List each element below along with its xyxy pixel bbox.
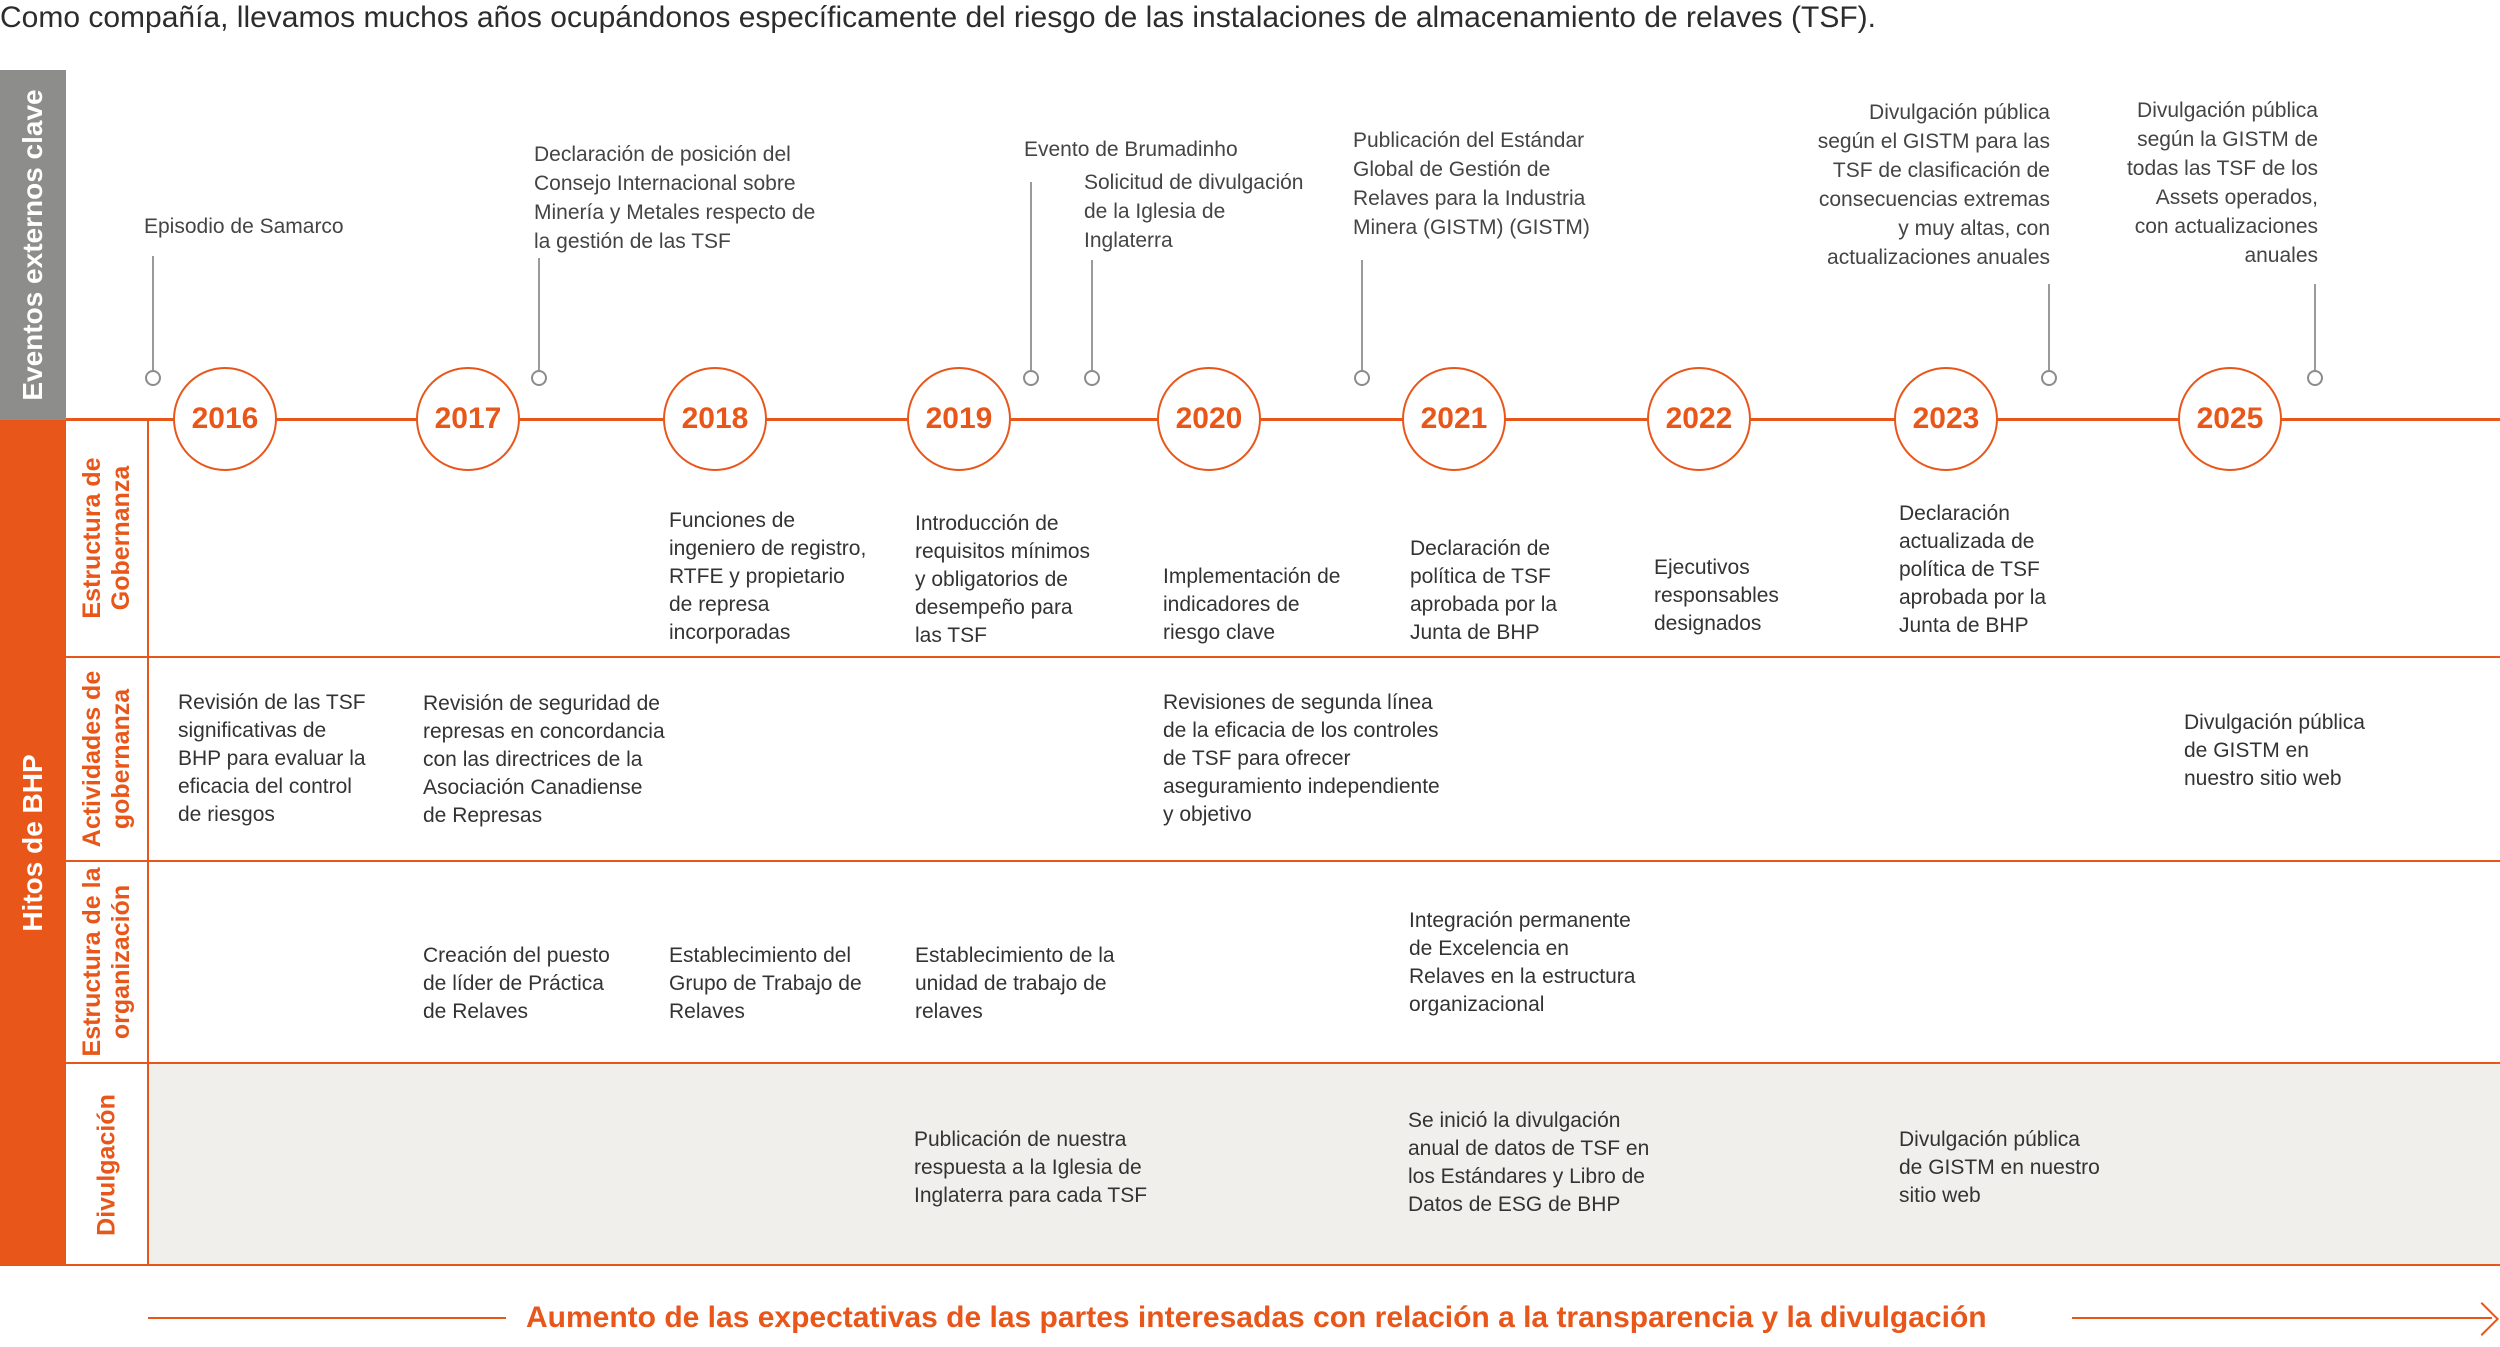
text-line: de TSF para ofrecer — [1163, 747, 1351, 770]
event-marker — [2307, 370, 2323, 386]
gov-structure-2021 — [1410, 535, 1557, 647]
event-marker — [1354, 370, 1370, 386]
disclosure-2021 — [1408, 1107, 1649, 1219]
text-line: Revisión de las TSF — [178, 691, 366, 714]
text-line: política de TSF — [1410, 565, 1551, 588]
text-line: Solicitud de divulgación — [1084, 171, 1304, 194]
event-connector — [2048, 284, 2050, 372]
text-line: Junta de BHP — [1899, 614, 2029, 637]
year-marker-2023: 2023 — [1894, 367, 1998, 471]
text-line: consecuencias extremas — [1818, 188, 2050, 211]
gov-structure-2022 — [1654, 554, 1779, 638]
gov-activity-2017 — [423, 690, 665, 830]
bhp-milestones-band — [0, 420, 66, 1266]
text-line: ingeniero de registro, — [669, 537, 867, 560]
text-line: BHP para evaluar la — [178, 747, 366, 770]
row-label-line: Gobernanza — [107, 465, 135, 611]
text-line: Asociación Canadiense — [423, 776, 643, 799]
text-line: Divulgación pública — [2137, 99, 2318, 122]
text-line: la gestión de las TSF — [534, 230, 731, 253]
event-connector — [2314, 284, 2316, 372]
text-line: política de TSF — [1899, 558, 2040, 581]
arrow-line-right — [2072, 1317, 2492, 1319]
event-connector — [1361, 260, 1363, 372]
text-line: TSF de clasificación de — [1832, 159, 2050, 182]
row-label-line: gobernanza — [107, 688, 135, 830]
text-line: Inglaterra para cada TSF — [914, 1184, 1148, 1207]
event-connector — [1030, 182, 1032, 372]
text-line: Ejecutivos — [1654, 556, 1750, 579]
text-line: Establecimiento del — [669, 944, 852, 967]
event-gistm-disclosure-2023 — [1750, 98, 2050, 272]
text-line: de riesgos — [178, 803, 275, 826]
row-label-disclosure — [66, 1064, 148, 1266]
text-line: significativas de — [178, 719, 327, 742]
text-line: Creación del puesto — [423, 944, 610, 967]
text-line: unidad de trabajo de — [915, 972, 1107, 995]
gov-structure-2020 — [1163, 563, 1340, 647]
text-line: aprobada por la — [1410, 593, 1558, 616]
event-marker — [1084, 370, 1100, 386]
event-brumadinho — [1024, 135, 1238, 164]
event-icmm-position — [534, 140, 815, 256]
external-events-label: Eventos externos clave — [17, 89, 48, 401]
gov-activity-2016 — [178, 689, 366, 829]
year-marker-2021: 2021 — [1402, 367, 1506, 471]
text-line: Divulgación pública — [2184, 711, 2365, 734]
text-line: designados — [1654, 612, 1762, 635]
event-connector — [152, 256, 154, 372]
text-line: de Relaves — [423, 1000, 529, 1023]
text-line: los Estándares y Libro de — [1408, 1165, 1645, 1188]
text-line: Revisión de seguridad de — [423, 692, 660, 715]
event-church-of-england — [1084, 168, 1303, 255]
text-line: nuestro sitio web — [2184, 767, 2342, 790]
row-label-line: Actividades de — [78, 670, 106, 848]
text-line: con actualizaciones — [2134, 215, 2318, 238]
text-line: Relaves en la estructura — [1409, 965, 1636, 988]
text-line: eficacia del control — [178, 775, 352, 798]
year-marker-2019: 2019 — [907, 367, 1011, 471]
text-line: Assets operados, — [2155, 186, 2318, 209]
text-line: de GISTM en — [2184, 739, 2309, 762]
year-marker-2022: 2022 — [1647, 367, 1751, 471]
year-marker-2016: 2016 — [173, 367, 277, 471]
year-marker-2025: 2025 — [2178, 367, 2282, 471]
bottom-arrow-label: Aumento de las expectativas de las partes interesadas con relación a la transparencia y la divulgación — [526, 1301, 1987, 1334]
text-line: de líder de Práctica — [423, 972, 604, 995]
text-line: con las directrices de la — [423, 748, 643, 771]
row-divider — [66, 656, 2500, 658]
text-line: Divulgación pública — [1899, 1128, 2080, 1151]
gov-structure-2023 — [1899, 500, 2046, 640]
event-connector — [1091, 260, 1093, 372]
event-marker — [2041, 370, 2057, 386]
text-line: Declaración de posición del — [534, 143, 791, 166]
org-structure-2017 — [423, 942, 610, 1026]
row-label-governance-activities — [66, 658, 148, 860]
text-line: anuales — [2244, 244, 2318, 267]
row-divider — [66, 1264, 2500, 1266]
arrow-head-icon — [2465, 1302, 2499, 1336]
text-line: relaves — [915, 1000, 983, 1023]
text-line: Divulgación pública — [1869, 101, 2050, 124]
row-label-divider — [147, 420, 149, 1266]
text-line: sitio web — [1899, 1184, 1981, 1207]
event-connector — [538, 258, 540, 372]
text-line: según la GISTM de — [2137, 128, 2318, 151]
gov-activity-2020 — [1163, 689, 1440, 829]
text-line: RTFE y propietario — [669, 565, 845, 588]
text-line: actualizada de — [1899, 530, 2035, 553]
gov-activity-2025 — [2184, 709, 2365, 793]
text-line: organizacional — [1409, 993, 1545, 1016]
text-line: Declaración de — [1410, 537, 1551, 560]
event-marker — [145, 370, 161, 386]
row-divider — [66, 1062, 2500, 1064]
event-gistm-publication — [1353, 126, 1590, 242]
text-line: Grupo de Trabajo de — [669, 972, 862, 995]
event-samarco — [144, 212, 344, 241]
text-line: Junta de BHP — [1410, 621, 1540, 644]
row-label-line: Estructura de la — [78, 867, 106, 1057]
year-marker-2018: 2018 — [663, 367, 767, 471]
text-line: de la Iglesia de — [1084, 200, 1226, 223]
row-divider — [66, 860, 2500, 862]
row-label-line: Estructura de — [78, 457, 106, 619]
disclosure-row-background — [148, 1062, 2500, 1266]
text-line: Consejo Internacional sobre — [534, 172, 796, 195]
intro-text: Como compañía, llevamos muchos años ocupándonos específicamente del riesgo de las instalaciones de almacenamiento de relaves (TSF). — [0, 1, 1876, 34]
event-marker — [531, 370, 547, 386]
text-line: Datos de ESG de BHP — [1408, 1193, 1621, 1216]
row-label-line: organización — [107, 884, 135, 1040]
external-events-band — [0, 70, 66, 420]
text-line: las TSF — [915, 624, 987, 647]
text-line: de Represas — [423, 804, 543, 827]
row-label-governance-structure — [66, 420, 148, 656]
year-marker-2020: 2020 — [1157, 367, 1261, 471]
text-line: Publicación del Estándar — [1353, 129, 1585, 152]
bhp-milestones-label: Hitos de BHP — [17, 754, 48, 932]
text-line: actualizaciones anuales — [1827, 246, 2050, 269]
text-line: Funciones de — [669, 509, 796, 532]
text-line: y obligatorios de — [915, 568, 1068, 591]
gov-structure-2019 — [915, 510, 1090, 650]
text-line: Se inició la divulgación — [1408, 1109, 1621, 1132]
text-line: Introducción de — [915, 512, 1059, 535]
text-line: de la eficacia de los controles — [1163, 719, 1439, 742]
text-line: respuesta a la Iglesia de — [914, 1156, 1142, 1179]
text-line: de GISTM en nuestro — [1899, 1156, 2100, 1179]
disclosure-2019 — [914, 1126, 1147, 1210]
text-line: represas en concordancia — [423, 720, 665, 743]
org-structure-2019 — [915, 942, 1115, 1026]
text-line: Evento de Brumadinho — [1024, 138, 1238, 161]
text-line: según el GISTM para las — [1817, 130, 2050, 153]
org-structure-2018 — [669, 942, 862, 1026]
text-line: Inglaterra — [1084, 229, 1173, 252]
text-line: Relaves para la Industria — [1353, 187, 1586, 210]
event-gistm-disclosure-2025 — [2018, 96, 2318, 270]
text-line: de represa — [669, 593, 770, 616]
text-line: Global de Gestión de — [1353, 158, 1551, 181]
text-line: Establecimiento de la — [915, 944, 1115, 967]
row-label-line: Divulgación — [92, 1094, 121, 1236]
text-line: Integración permanente — [1409, 909, 1631, 932]
text-line: y muy altas, con — [1898, 217, 2050, 240]
text-line: Minería y Metales respecto de — [534, 201, 816, 224]
text-line: Publicación de nuestra — [914, 1128, 1127, 1151]
text-line: aprobada por la — [1899, 586, 2047, 609]
text-line: y objetivo — [1163, 803, 1252, 826]
text-line: Implementación de — [1163, 565, 1341, 588]
text-line: aseguramiento independiente — [1163, 775, 1440, 798]
arrow-line-left — [148, 1317, 506, 1319]
text-line: Episodio de Samarco — [144, 215, 344, 238]
text-line: Revisiones de segunda línea — [1163, 691, 1433, 714]
row-label-org-structure — [66, 862, 148, 1062]
text-line: riesgo clave — [1163, 621, 1276, 644]
text-line: responsables — [1654, 584, 1779, 607]
text-line: requisitos mínimos — [915, 540, 1091, 563]
text-line: de Excelencia en — [1409, 937, 1569, 960]
text-line: anual de datos de TSF en — [1408, 1137, 1650, 1160]
event-marker — [1023, 370, 1039, 386]
text-line: incorporadas — [669, 621, 791, 644]
org-structure-2021 — [1409, 907, 1635, 1019]
text-line: desempeño para — [915, 596, 1073, 619]
year-marker-2017: 2017 — [416, 367, 520, 471]
text-line: Minera (GISTM) (GISTM) — [1353, 216, 1590, 239]
text-line: todas las TSF de los — [2126, 157, 2318, 180]
text-line: Relaves — [669, 1000, 745, 1023]
disclosure-2023 — [1899, 1126, 2100, 1210]
gov-structure-2018 — [669, 507, 866, 647]
text-line: indicadores de — [1163, 593, 1300, 616]
text-line: Declaración — [1899, 502, 2010, 525]
